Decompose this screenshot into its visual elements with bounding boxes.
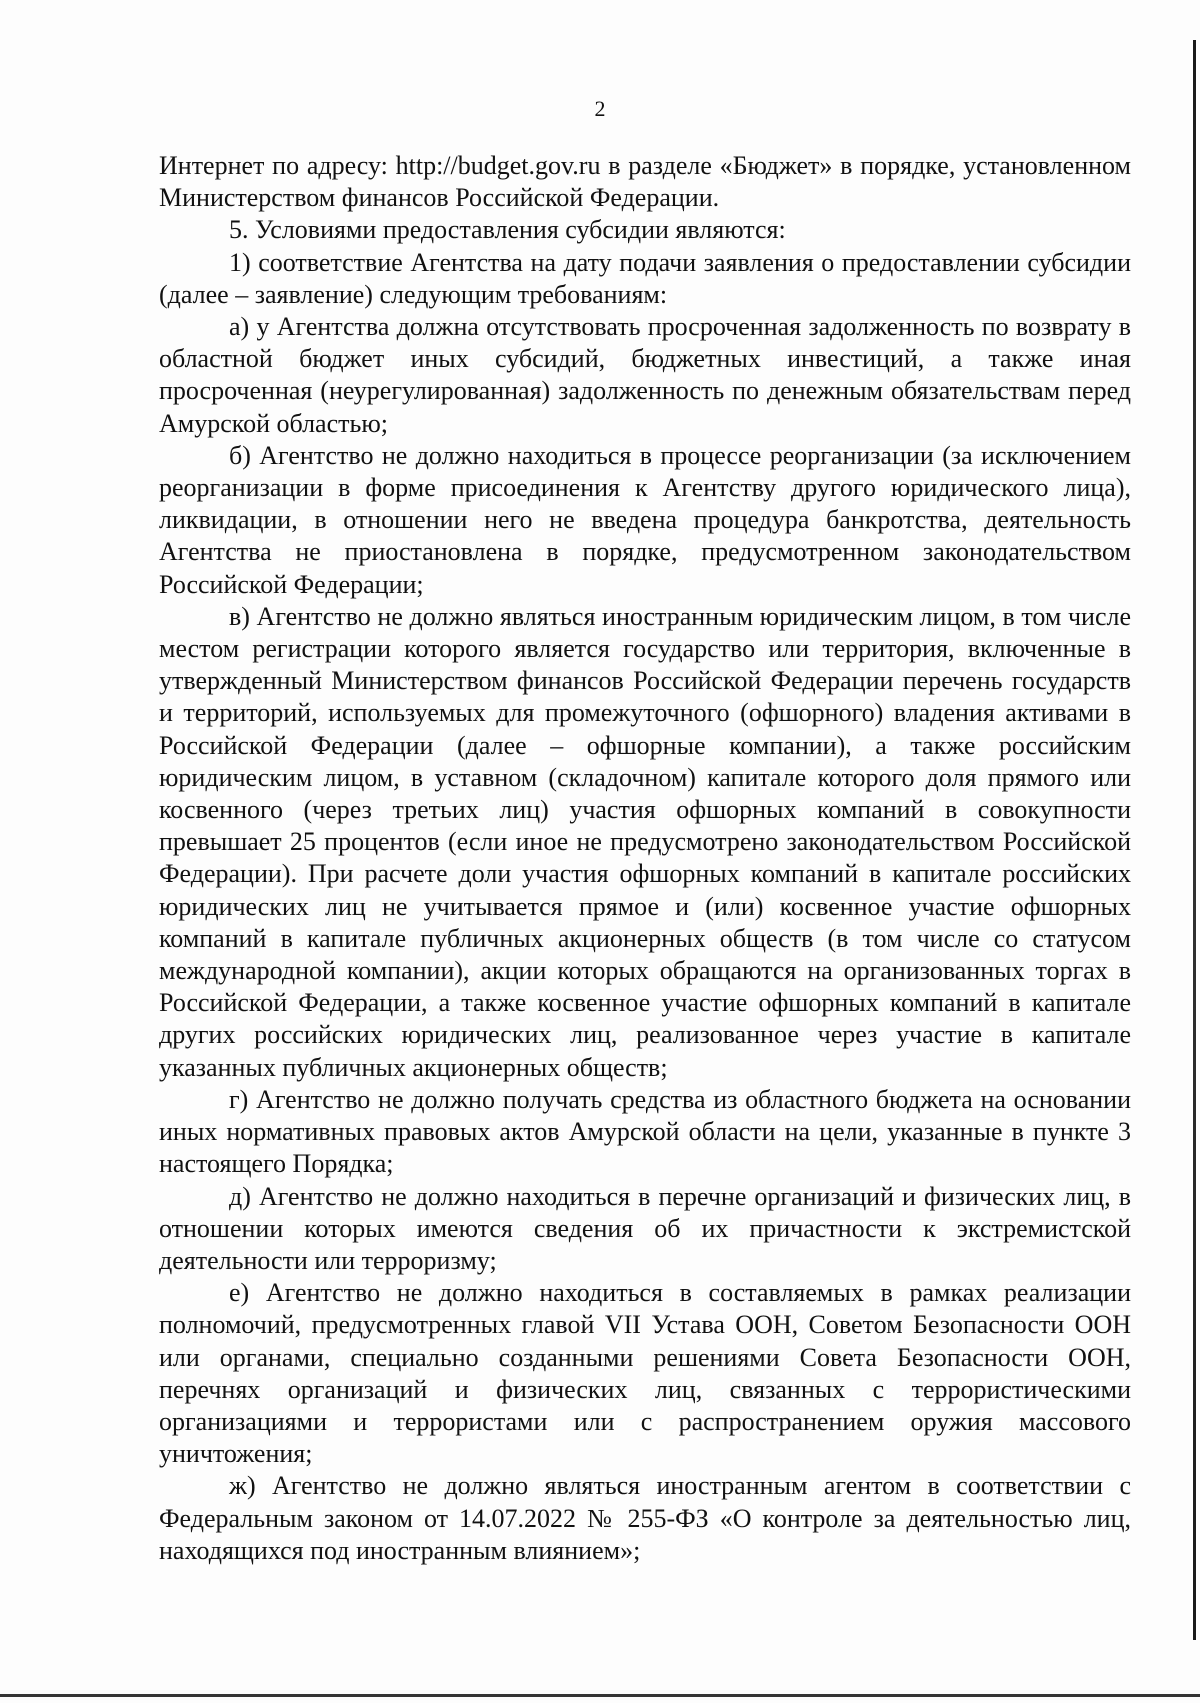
paragraph-clause-v: в) Агентство не должно являться иностранным юридическим лицом, в том числе местом регистрации которого является государство или территория, включенные в утвержденный Министерством финансов Российской Федерации перечень государств и территорий, используемых для промежуточного (офшорного) владения активами в Российской Федерации (далее – офшорные компании), а также российским юридическим лицом, в уставном (складочном) капитале которого доля прямого или косвенного (через третьих лиц) участия офшорных компаний в совокупности превышает 25 процентов (если иное не предусмотрено законодательством Российской Федерации). При расчете доли участия офшорных компаний в капитале российских юридических лиц не учитывается прямое и (или) косвенное участие офшорных компаний в капитале публичных акционерных обществ (в том числе со статусом международной компании), акции которых обращаются на организованных торгах в Российской Федерации, а также косвенное участие офшорных компаний в капитале других российских юридических лиц, реализованное через участие в капитале указанных публичных акционерных обществ;: [159, 601, 1131, 1082]
page-number: 2: [594, 96, 606, 121]
scan-border-bottom: [0, 1694, 1200, 1697]
paragraph-clause-b: б) Агентство не должно находиться в процессе реорганизации (за исключением реорганизации в форме присоединения к Агентству другого юридического лица), ликвидации, в отношении него не введена процедура банкротства, деятельность Агентства не приостановлена в порядке, предусмотренном законодательством Российской Федерации;: [159, 440, 1131, 599]
scan-border-right: [1193, 40, 1196, 1640]
paragraph-clause-d: д) Агентство не должно находиться в перечне организаций и физических лиц, в отношении которых имеются сведения об их причастности к экстремистской деятельности или терроризму;: [159, 1181, 1131, 1275]
paragraph-clause-a: а) у Агентства должна отсутствовать просроченная задолженность по возврату в областной бюджет иных субсидий, бюджетных инвестиций, а также иная просроченная (неурегулированная) задолженность по денежным обязательствам перед Амурской областью;: [159, 312, 1131, 438]
paragraph-clause-e: е) Агентство не должно находиться в составляемых в рамках реализации полномочий, предусмотренных главой VII Устава ООН, Советом Безопасности ООН или органами, специально созданными решениями Совета Безопасности ООН, перечнях организаций и физических лиц, связанных с террористическими организациями и террористами или с распространением оружия массового уничтожения;: [159, 1278, 1131, 1469]
paragraph-continuation: Интернет по адресу: http://budget.gov.ru в разделе «Бюджет» в порядке, установленном Министерством финансов Российской Федерации.: [159, 151, 1131, 213]
paragraph-item-5: 5. Условиями предоставления субсидии являются:: [229, 215, 786, 245]
paragraph-clause-g: г) Агентство не должно получать средства из областного бюджета на основании иных нормативных правовых актов Амурской области на цели, указанные в пункте 3 настоящего Порядка;: [159, 1084, 1131, 1179]
document-body: [159, 150, 1131, 1567]
paragraph-subitem-1: 1) соответствие Агентства на дату подачи заявления о предоставлении субсидии (далее – заявление) следующим требованиям:: [159, 247, 1131, 309]
paragraph-clause-zh: ж) Агентство не должно являться иностранным агентом в соответствии с Федеральным законом от 14.07.2022 № 255-ФЗ «О контроле за деятельностью лиц, находящихся под иностранным влиянием»;: [159, 1471, 1131, 1565]
